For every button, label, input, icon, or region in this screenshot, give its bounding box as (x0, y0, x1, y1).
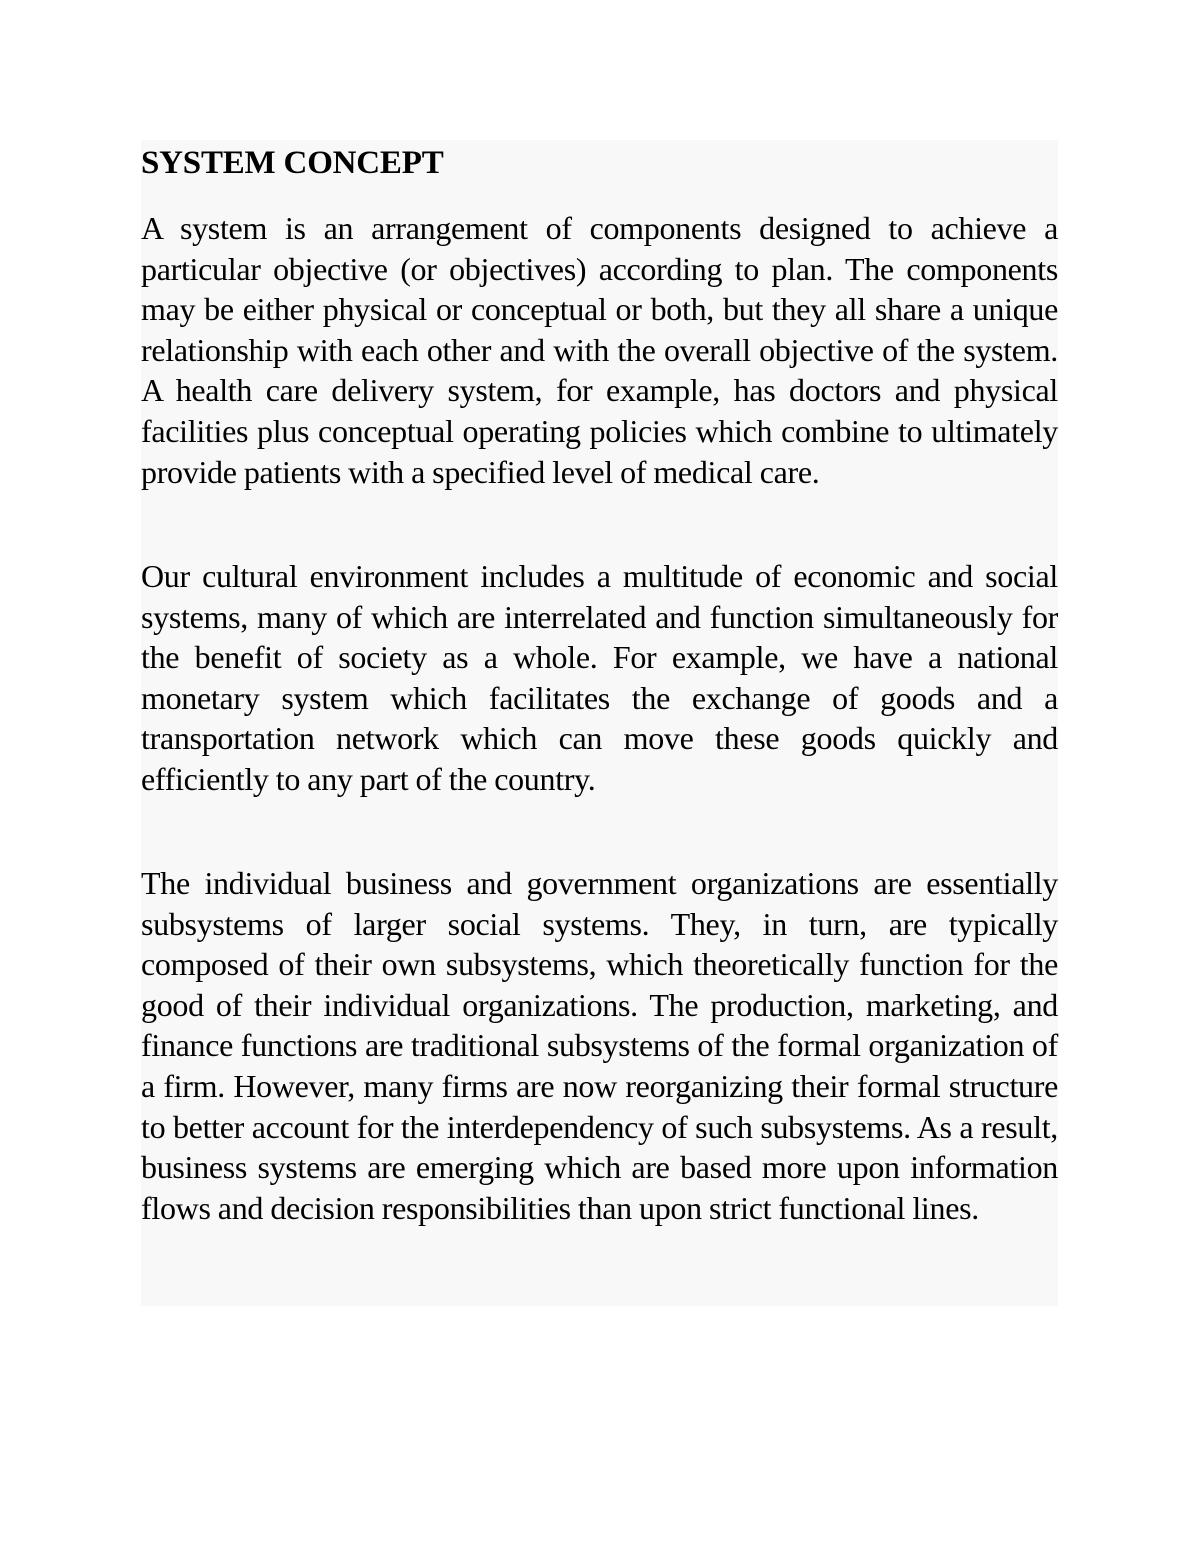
document-heading: SYSTEM CONCEPT (141, 145, 444, 181)
paragraph-business-subsystems: The individual business and government organizations are essentially subsystems of larger social systems. They, in turn, are typically composed of their own subsystems, which theoretically function for the good of their individual organizations. The production, marketing, and finance functions are traditional subsystems of the formal organization of a firm. However, many firms are now reorganizing their formal structure to better account for the interdependency of such subsystems. As a result, business systems are emerging which are based more upon information flows and decision responsibilities than upon strict functional lines. (141, 865, 1058, 1226)
paragraph-cultural-environment: Our cultural environment includes a multitude of economic and social systems, many of which are interrelated and function simultaneously for the benefit of society as a whole. For example, we have a national monetary system which facilitates the exchange of goods and a transportation network which can move these goods quickly and efficiently to any part of the country. (141, 558, 1058, 797)
paragraph-system-definition: A system is an arrangement of components designed to achieve a particular objective (or objectives) according to plan. The components may be either physical or conceptual or both, but they all share a unique relationship with each other and with the overall objective of the system. A health care delivery system, for example, has doctors and physical facilities plus conceptual operating policies which combine to ultimately provide patients with a specified level of medical care. (141, 210, 1058, 490)
